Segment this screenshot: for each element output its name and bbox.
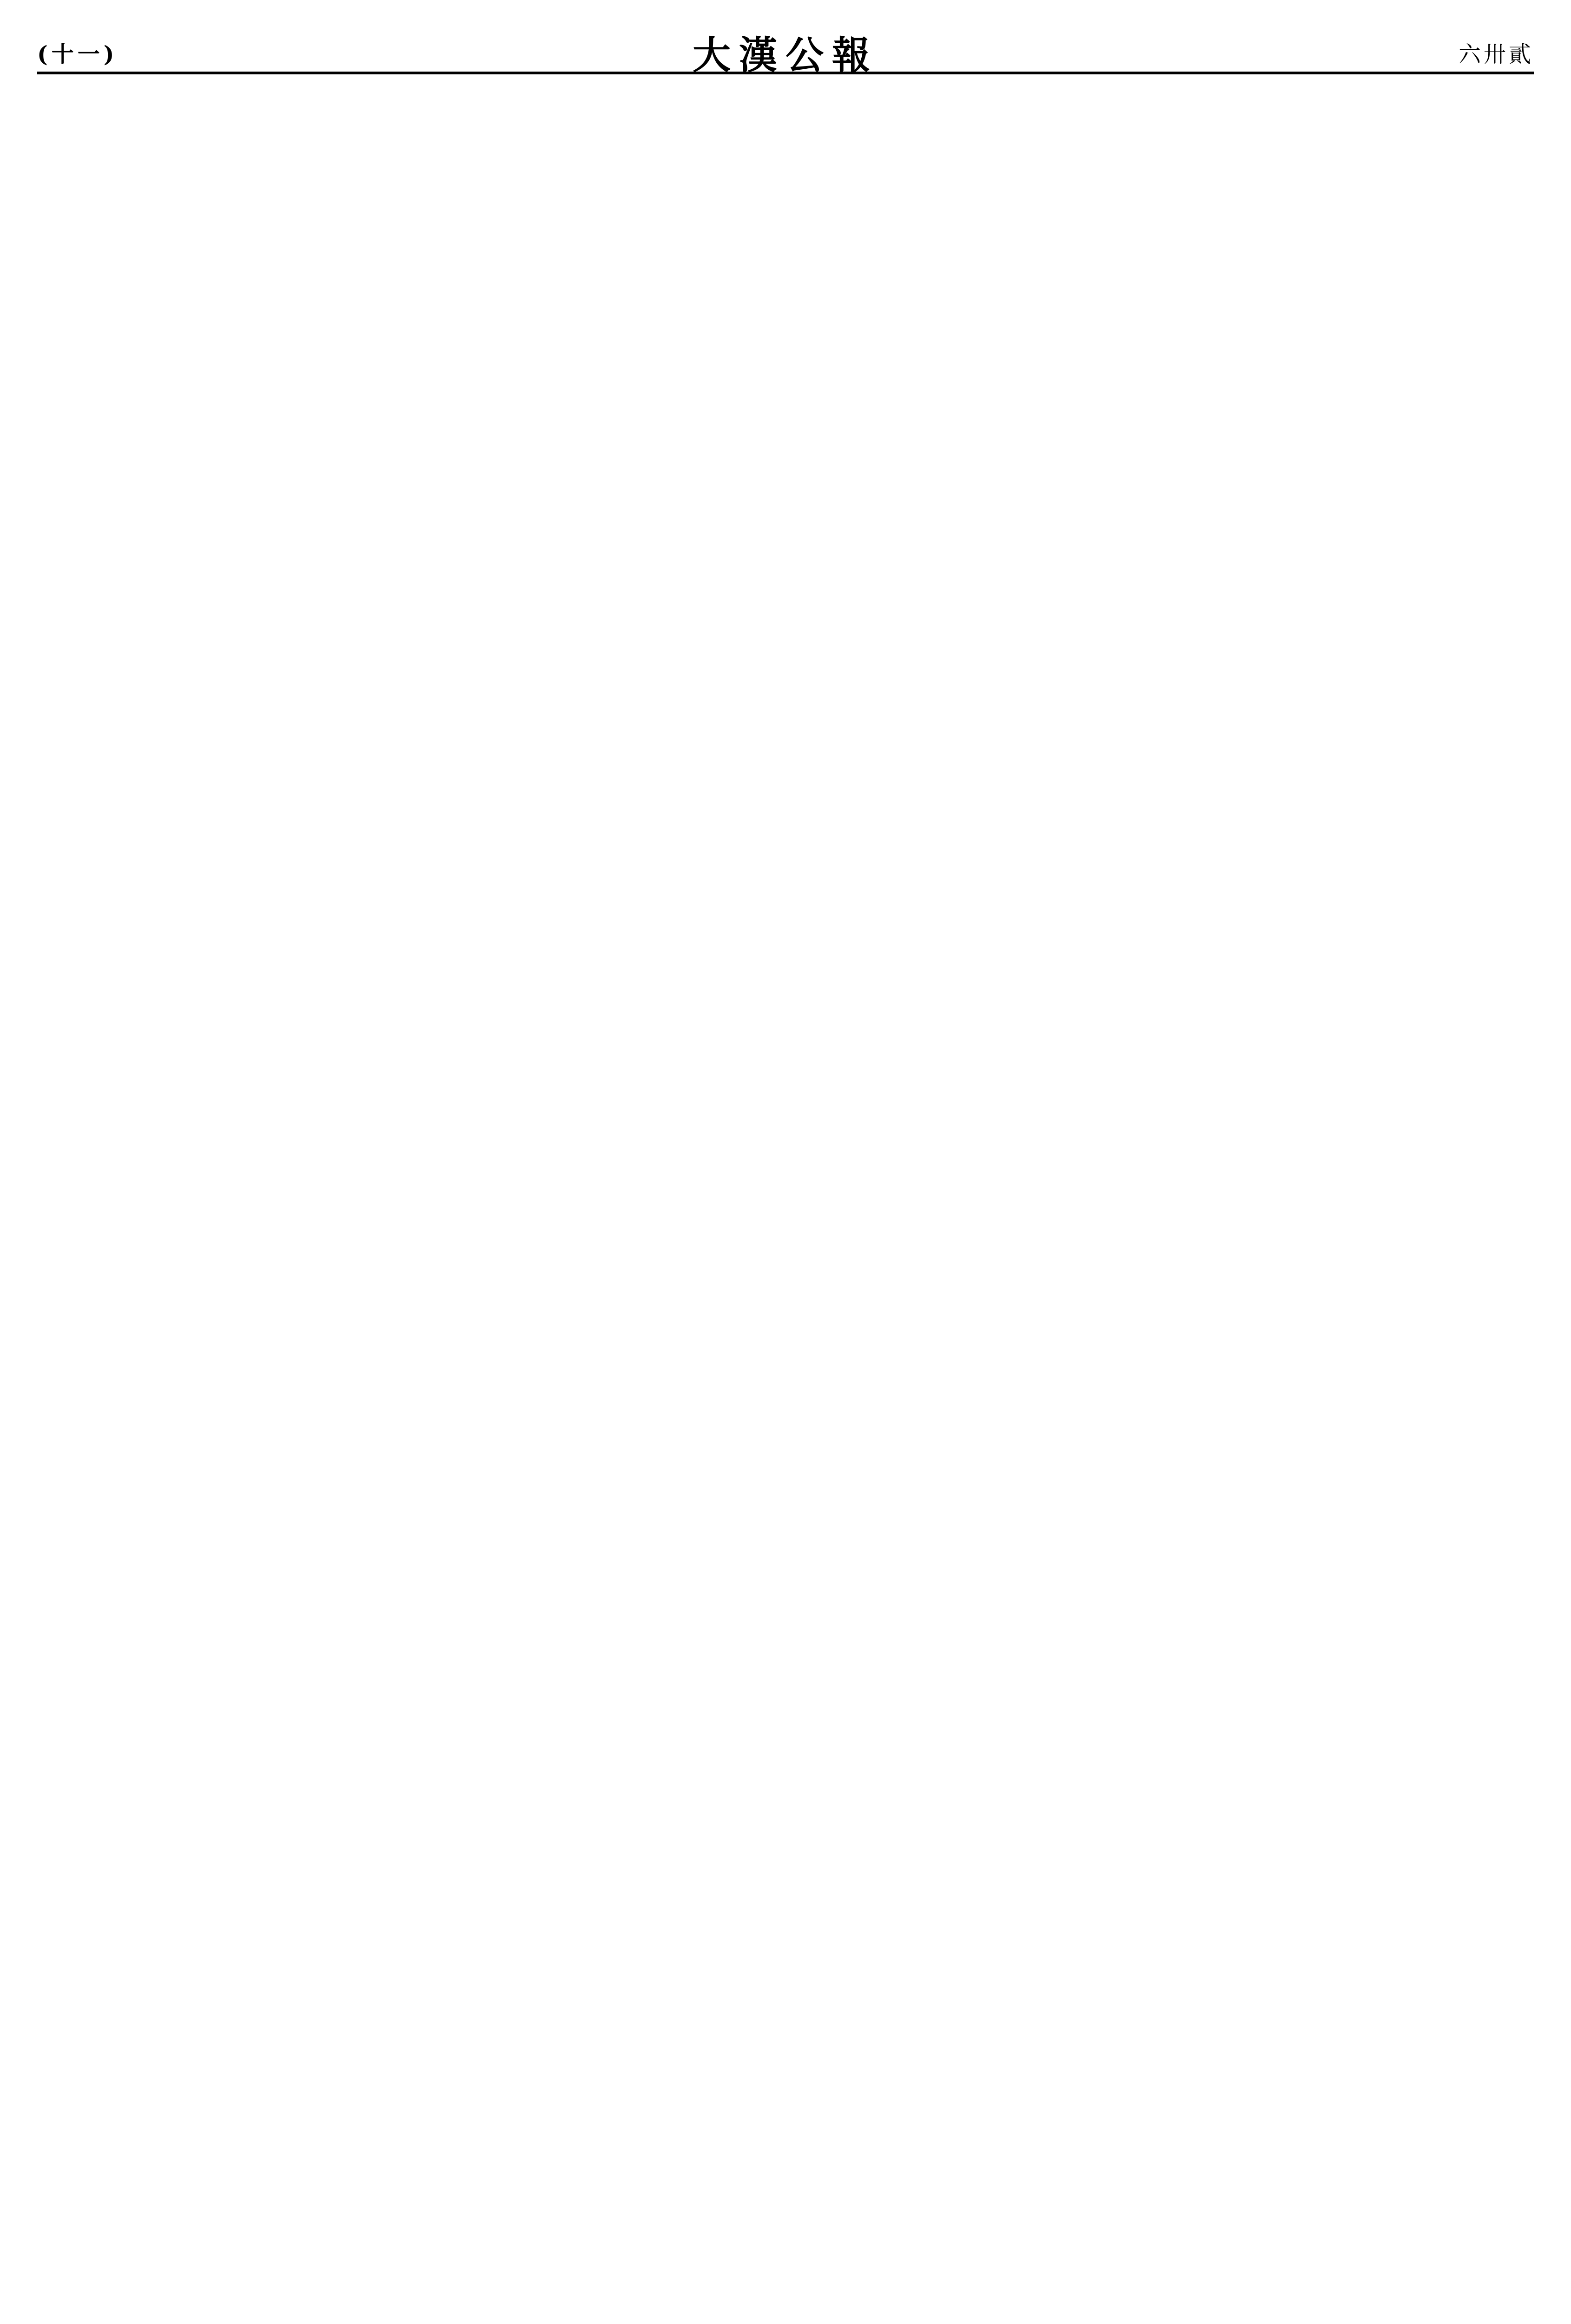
corner-label: 六卅貳 [1458,41,1534,67]
header-left [37,33,548,72]
masthead-title: 大漢公報 [692,33,878,78]
header-right [1023,33,1534,72]
header-band [37,33,1534,78]
header-center [576,33,995,78]
page-number: (十一) [37,41,118,67]
